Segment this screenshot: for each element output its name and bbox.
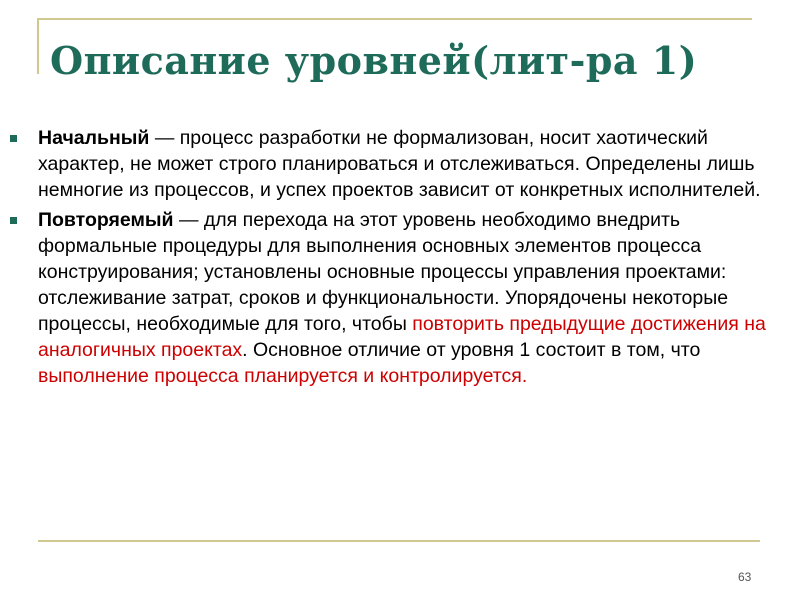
top-decorative-rule: [38, 18, 752, 20]
bullet-list: [10, 125, 780, 389]
square-bullet-icon: [10, 135, 17, 142]
slide-title: Описание уровней(лит-ра 1): [50, 38, 698, 83]
highlighted-text: повторить предыдущие достижения на аналогичных проектах: [38, 313, 766, 361]
highlighted-text: выполнение процесса планируется и контролируется.: [38, 365, 528, 387]
bullet-term: Начальный: [38, 127, 150, 149]
bullet-term: Повторяемый: [38, 209, 174, 231]
bullet-item-repeatable: [10, 207, 780, 389]
left-decorative-rule: [37, 18, 39, 74]
bullet-text: — процесс разработки не формализован, носит хаотический характер, не может строго планироваться и отслеживаться. Определены лишь немногие из процессов, и успех проектов зависит от конкретных исполнителей.: [38, 127, 761, 201]
bullet-text: . Основное отличие от уровня 1 состоит в том, что: [242, 339, 701, 361]
bullet-text: — для перехода на этот уровень необходимо внедрить формальные процедуры для выполнения основных элементов процесса конструирования; установлены основные процессы управления проектами: отслеживание затрат, сроков и функциональности. Упорядочены некоторые процессы, необходимые для того, чтобы: [38, 209, 729, 335]
page-number: 63: [738, 570, 752, 584]
bottom-decorative-rule: [38, 540, 760, 542]
bullet-item-initial: [10, 125, 780, 203]
square-bullet-icon: [10, 217, 17, 224]
